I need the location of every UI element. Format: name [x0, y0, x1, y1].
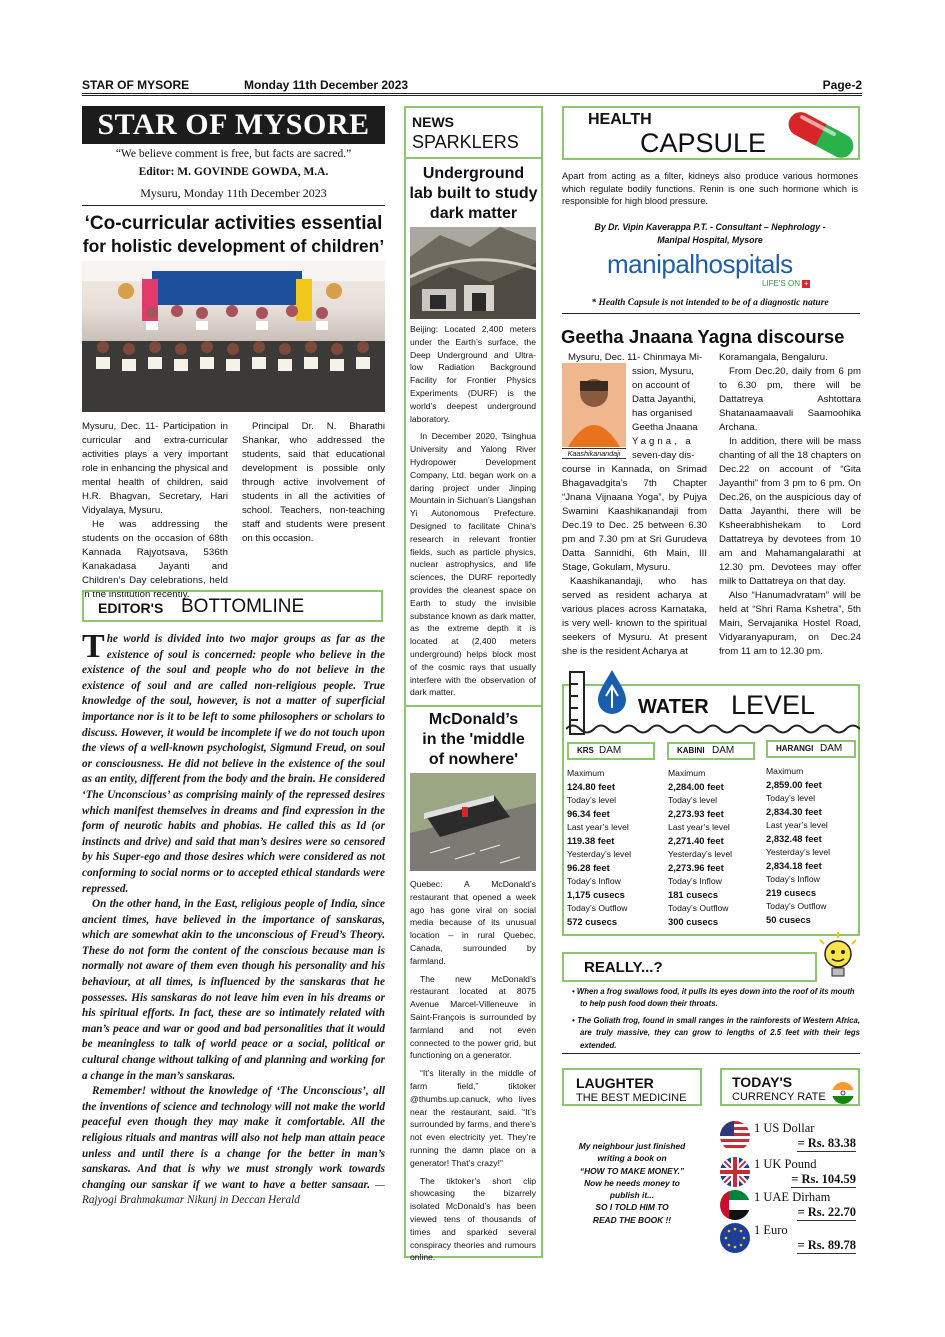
article1-para1: Mysuru, Dec. 11- Participation in curricular and extra-curricular activities plays a very important role in enhancing the physical and mental health of children, said H.R. Bhagvan, Secretary, Hari Vidyalaya, Mysuru.: [82, 421, 228, 516]
kabini-label-yesterday: Yesterday’s level: [668, 849, 733, 859]
joke-line-5: publish it...: [609, 1190, 655, 1201]
kabini-value-lastyear: 2,271.40 feet: [668, 835, 724, 846]
rate-usd-name: 1 US Dollar: [754, 1121, 815, 1135]
krs-label-lastyear: Last year’s level: [567, 822, 629, 832]
harangi-value-yesterday: 2,834.18 feet: [766, 860, 822, 871]
mountain-tunnel-photo-icon: [410, 227, 536, 319]
laughter-header-subtitle: THE BEST MEDICINE: [576, 1092, 687, 1104]
geetha-col2: [719, 351, 861, 659]
krs-label-today: Today’s level: [567, 795, 617, 805]
story2-para2: The new McDonald’s restaurant located at 8075 Avenue Marcel-Villeneuve in Saint-François is surrounded by farmland and not even connected to the power grid, but functioning on a generator.: [410, 973, 536, 1061]
story1-photo: [410, 227, 536, 319]
uk-flag-icon: [720, 1157, 750, 1187]
story1-headline-line1: Underground: [422, 165, 525, 182]
article1-para2: He was addressing the students on the occasion of 68th Kannada Rajyotsava, 536th Kanakadasa Jayanti and Children’s Day celebrations, held in the institution recently.: [82, 519, 228, 600]
editorial-body: [82, 628, 385, 1209]
story2-para1: Quebec: A McDonald’s restaurant that opened a week ago has gone viral on social media because of its unusual location – in rural Quebec, Canada, surrounded by farmland.: [410, 879, 536, 966]
krs-value-yesterday: 96.28 feet: [567, 862, 610, 873]
article1-col1: [82, 420, 228, 602]
story2-para3: “It’s literally in the middle of farm field,” tiktoker @thumbs.up.canuck, who lives near the restaurant, said. “It’s surrounded by farms, and there’s not even electricity yet. They’re running the damn place on a generator! That’s crazy!”: [410, 1068, 536, 1168]
dam-krs-values: [567, 767, 662, 929]
capsule-icon: [780, 110, 862, 160]
uae-flag-icon: [720, 1190, 750, 1220]
joke-line-1: My neighbour just finished: [578, 1141, 686, 1151]
masthead-motto: “We believe comment is free, but facts are sacred.”: [115, 148, 352, 160]
dam-harangi-name: HARANGI: [776, 744, 814, 753]
story1-body: [410, 323, 536, 699]
joke-line-6: SO I TOLD HIM TO: [595, 1202, 669, 1213]
krs-value-inflow: 1,175 cusecs: [567, 889, 625, 900]
really-item-1: • When a frog swallows food, it pulls its eyes down into the roof of its mouth to help push food down their throats.: [572, 987, 855, 1009]
health-byline-line2: Manipal Hospital, Mysore: [657, 234, 763, 245]
article1-headline-line2: for holistic development of children’: [82, 236, 385, 256]
harangi-value-inflow: 219 cusecs: [766, 887, 817, 898]
joke-line-4: Now he needs money to: [584, 1177, 680, 1188]
rate-aed-value: = Rs. 22.70: [797, 1205, 856, 1219]
us-flag-icon: [720, 1121, 750, 1151]
manipal-logo-tagline: [762, 279, 810, 288]
currency-header-subtitle: CURRENCY RATE: [732, 1091, 826, 1103]
laughter-joke: [562, 1140, 702, 1226]
joke-line-3: “HOW TO MAKE MONEY.”: [579, 1165, 685, 1176]
header-rule: [82, 95, 862, 96]
article1-para3: Principal Dr. N. Bharathi Shankar, who addressed the students, said that educational development is possible only through active involvement of students in all the activities of school. Teachers, non-teaching staff and students were present on this occasion.: [242, 421, 385, 544]
geetha-line4: Datta Jayanthi,: [632, 394, 696, 405]
kabini-label-inflow: Today’s Inflow: [668, 876, 722, 886]
health-rule: [562, 313, 860, 314]
story1-headline-line3: dark matter: [429, 205, 518, 222]
editorial-credit: — Rajyogi Brahmakumar Nikunj in Deccan Herald: [82, 1178, 385, 1207]
eu-flag-icon: [720, 1223, 750, 1253]
geetha-photo-caption: Kaashikanandaji: [562, 448, 626, 459]
rate-usd-value: = Rs. 83.38: [797, 1136, 856, 1150]
health-header-title: CAPSULE: [640, 128, 767, 158]
krs-value-outflow: 572 cusecs: [567, 916, 618, 927]
geetha-col2-para1: Koramangala, Bengaluru.: [719, 352, 828, 363]
dam-kabini-suffix: DAM: [712, 745, 735, 756]
geetha-col2-para3: In addition, there will be mass chanting of all the 18 chapters on Dec.22 on account of “Gita Jayanthi” from 3 pm to 6 pm. On Dec.26, on the auspicious day of Datta Jayanthi, there will be Ksheerabhishekam to Lord Dattatreya by devotees from 10 am and Mahamangalarathi at 12.30 pm. Devotees may offer milk to Dattatreya on that day.: [719, 436, 861, 587]
story2-headline-line1: McDonald’s: [428, 711, 519, 728]
editorial-header-label: EDITOR'S: [98, 600, 164, 616]
harangi-label-outflow: Today’s Outflow: [766, 901, 827, 911]
health-text: Apart from acting as a filter, kidneys also produce various hormones which regulate bodily functions. Renin is one such hormone which is responsible for high blood pressure.: [562, 171, 858, 207]
sparklers-header-rule: [404, 157, 543, 159]
editorial-dropcap: T: [82, 628, 105, 665]
story1-para1: Beijing: Located 2,400 meters under the Earth’s surface, the Deep Underground and Ultra-low Radiation Background Facility for Frontier Physics Experiments (DURF) is the world’s deepest underground laboratory.: [410, 324, 536, 424]
krs-label-inflow: Today’s Inflow: [567, 876, 621, 886]
story2-headline: [406, 710, 541, 770]
masthead-title: STAR OF MYSORE: [82, 106, 385, 144]
water-wave-icon: [566, 722, 860, 736]
editorial-para1: he world is divided into two major groups as far as the existence of soul is concerned: people who believe in the existence of the soul and people who do not believe in the existence of soul and are called non-religious people. True knowledge of the soul, however, is not a matter of superficial importance nor is it to be left to some philosophers or scholars to discuss. However, it would be incomplete if we do not touch upon the views of a well-known psychologist, Sigmund Freud, on soul or consciousness. He did not believe in the existence of the soul as an entity, different from the body and the brain. He considered ‘The Unconscious’ as comprising mainly of the repressed desires which manifest themselves in dreams and find expression in the form of neurotic habits and phobias. He called this as Id (or instincts and drive) and said that man’s desires were so censored by his Super-ego and those desires which were considered as not conforming to social norms or to accepted ethical standards were repressed.: [82, 633, 385, 895]
harangi-label-max: Maximum: [766, 766, 804, 776]
harangi-value-outflow: 50 cusecs: [766, 914, 811, 925]
harangi-value-max: 2,859.00 feet: [766, 779, 822, 790]
dam-harangi-header: [766, 740, 856, 758]
article1-photo: [82, 261, 385, 412]
krs-label-max: Maximum: [567, 768, 605, 778]
story1-headline-line2: lab built to study: [409, 185, 538, 202]
really-rule: [562, 1053, 860, 1054]
dam-kabini-values: [668, 767, 763, 929]
plus-icon: +: [803, 279, 809, 288]
harangi-label-yesterday: Yesterday’s level: [766, 847, 831, 857]
sparklers-header-title: SPARKLERS: [412, 132, 519, 152]
kabini-label-outflow: Today’s Outflow: [668, 903, 729, 913]
really-header-label: REALLY...?: [584, 959, 663, 976]
editorial-header-title: BOTTOMLINE: [181, 596, 305, 617]
harangi-label-inflow: Today’s Inflow: [766, 874, 820, 884]
kabini-value-outflow: 300 cusecs: [668, 916, 719, 927]
article1-headline: [82, 212, 385, 258]
geetha-para2: Kaashikanandaji, who has served as resident acharya at various places across Karnataka, is very well- known to the spiritual seekers of Mysuru. At present she is the resident Acharya at: [562, 576, 707, 657]
sparklers-divider: [404, 705, 543, 707]
geetha-headline: Geetha Jnaana Yagna discourse: [561, 326, 845, 347]
india-flag-icon: [832, 1082, 854, 1104]
water-header-title: LEVEL: [731, 690, 816, 720]
krs-value-lastyear: 119.38 feet: [567, 835, 615, 846]
manipal-logo: manipalhospitals: [607, 249, 793, 279]
currency-header-label: TODAY'S: [732, 1074, 793, 1090]
page-header: [82, 76, 862, 94]
masthead-editor: Editor: M. GOVINDE GOWDA, M.A.: [138, 166, 329, 178]
story2-headline-line3: of nowhere': [428, 751, 519, 768]
rate-usd: [720, 1121, 860, 1151]
geetha-line1: Mysuru, Dec. 11- Chinmaya Mi-: [568, 352, 703, 363]
story2-para4: The tiktoker’s short clip showcasing the bizarrely isolated McDonald’s has been viewed tens of thousands of times and sparked several conspiracy theories and rumours online.: [410, 1175, 536, 1263]
manipal-tagline-text: LIFE'S ON: [762, 279, 800, 288]
kabini-value-max: 2,284.00 feet: [668, 781, 724, 792]
krs-value-today: 96.34 feet: [567, 808, 610, 819]
rate-aed-name: 1 UAE Dirham: [754, 1190, 831, 1204]
joke-line-7: READ THE BOOK !!: [592, 1214, 672, 1225]
geetha-para1-rest: course in Kannada, on Srimad Bhagavadgita’s 7th Chapter “Jnana Vijnaana Yoga”, by Pujya Swamini Kaashikanandaji from Dec.19 to Dec. 25 between 6.30 pm and 7.30 pm at Sri Gurudeva Datta Sannidhi, 6th Main, III Stage, Gokulam, Mysuru.: [562, 464, 707, 573]
harangi-value-today: 2,834.30 feet: [766, 806, 822, 817]
health-byline-line1: By Dr. Vipin Kaverappa P.T. - Consultant – Nephrology -: [594, 222, 826, 232]
geetha-col2-para4: Also “Hanumadvratam” will be held at “Shri Rama Kshetra”, 5th Main, Servajanika Hostel Road, Vidyaranyapuram, on Dec.24 from 11 am to 12.30 pm.: [719, 590, 861, 657]
currency-header-box: [720, 1068, 860, 1106]
really-list: [566, 986, 860, 1052]
dam-krs-name: KRS: [577, 746, 594, 755]
masthead-dateline: Mysuru, Monday 11th December 2023: [140, 186, 327, 200]
really-header-box: [562, 952, 817, 982]
story2-body: [410, 878, 536, 1264]
kabini-label-max: Maximum: [668, 768, 706, 778]
health-disclaimer: * Health Capsule is not intended to be of a diagnostic nature: [591, 298, 829, 308]
masthead-rule: [82, 205, 385, 206]
geetha-line2: ssion, Mysuru,: [632, 366, 694, 377]
krs-label-outflow: Today’s Outflow: [567, 903, 628, 913]
laughter-header-label: LAUGHTER: [576, 1075, 654, 1091]
dam-krs-suffix: DAM: [599, 745, 622, 756]
restaurant-aerial-photo-icon: [410, 773, 536, 871]
article1-col2: [242, 420, 385, 546]
story1-para2: In December 2020, Tsinghua University and Yalong River Hydropower Development Company, Ltd. began work on a daring project under Jinping Mountain in Sichuan’s Liangshan Yi Autonomous Prefecture. Designed to facilitate China’s research in relevant frontier fields, such as particle physics, nuclear astrophysics, and life sciences, the DURF reportedly provides the cleanest space on Earth to study the invisible substance known as dark matter, as the extreme depth it is located at (2,400 meters underground) helps block most of the cosmic rays that usually interfere with the observation of dark matter.: [410, 431, 536, 698]
kabini-label-lastyear: Last year’s level: [668, 822, 730, 832]
lightbulb-icon: [814, 932, 862, 982]
krs-value-max: 124.80 feet: [567, 781, 615, 792]
geetha-line5: has organised: [632, 408, 693, 419]
editorial-header-box: [82, 590, 383, 622]
header-page-number: Page-2: [822, 78, 862, 92]
health-byline: [562, 221, 858, 246]
kabini-value-today: 2,273.93 feet: [668, 808, 724, 819]
harangi-label-lastyear: Last year’s level: [766, 820, 828, 830]
dam-harangi-suffix: DAM: [820, 743, 843, 754]
geetha-line3: on account of: [632, 380, 690, 391]
really-item-2-text: The Goliath frog, found in small ranges in the rainforests of Western Africa, are truly massive, they can grow to lengths of 2.5 feet with their legs extended.: [577, 1015, 860, 1050]
story2-headline-line2: in the 'middle: [422, 731, 525, 748]
water-header-label: WATER: [638, 696, 709, 718]
geetha-line8: seven-day dis-: [632, 450, 695, 461]
editorial-para2: On the other hand, in the East, religious people of India, since ancient times, have believed in the importance of sanskaras, which are somewhat akin to the unconscious of Freud’s Theory. These do not form the content of the conscious because man is normally not aware of them even though his personality and his behaviour, at all times, is influenced by the sanskaras that he possesses. His sanskaras do not leave him even in his dreams or his spiritual efforts. In fact, these are so intimately related with man’s peace and war or good and bad personalities that it would be meaningless to talk of world peace or a social, political or cultural change without talking of and planning and working for a change in the man’s sanskaras.: [82, 898, 385, 1082]
joke-line-2: writing a book on: [597, 1153, 667, 1164]
header-paper-name: STAR OF MYSORE: [82, 78, 190, 92]
really-item-1-text: When a frog swallows food, it pulls its eyes down into the roof of its mouth to help push food down their throats.: [576, 987, 855, 1009]
kabini-value-inflow: 181 cusecs: [668, 889, 719, 900]
harangi-label-today: Today’s level: [766, 793, 816, 803]
kabini-label-today: Today’s level: [668, 795, 718, 805]
rate-aed: [720, 1190, 860, 1220]
kabini-value-yesterday: 2,273.96 feet: [668, 862, 724, 873]
header-date: Monday 11th December 2023: [244, 78, 409, 92]
dam-harangi-values: [766, 765, 858, 927]
geetha-col1: [562, 351, 707, 659]
really-item-2: • The Goliath frog, found in small ranges in the rainforests of Western Africa, are truly massive, they can grow to lengths of 2.5 feet with their legs extended.: [572, 1015, 860, 1050]
harangi-value-lastyear: 2,832.48 feet: [766, 833, 822, 844]
health-header-label: HEALTH: [588, 111, 652, 128]
story2-photo: [410, 773, 536, 871]
rate-eur-name: 1 Euro: [754, 1223, 788, 1237]
geetha-line7: Yagna, a: [632, 436, 694, 447]
dam-kabini-header: [667, 742, 755, 760]
geetha-line6: Geetha Jnaana: [632, 422, 698, 433]
sparklers-header-label: NEWS: [412, 114, 454, 130]
geetha-col2-para2: From Dec.20, daily from 6 pm to 6.30 pm, there will be Dattatreya Ashtottara Shatanaamaavali Saamoohika Archana.: [719, 366, 861, 433]
rate-eur-value: = Rs. 89.78: [797, 1238, 856, 1252]
laughter-header-box: [562, 1068, 702, 1106]
rate-gbp-value: = Rs. 104.59: [791, 1172, 856, 1186]
students-group-photo-icon: [82, 261, 385, 412]
article1-headline-line1: ‘Co-curricular activities essential: [84, 213, 383, 234]
story1-headline: [406, 164, 541, 224]
rate-eur: [720, 1223, 860, 1253]
rate-gbp: [720, 1157, 860, 1187]
dam-krs-header: [567, 742, 655, 760]
dam-kabini-name: KABINI: [677, 746, 705, 755]
krs-label-yesterday: Yesterday’s level: [567, 849, 632, 859]
rate-gbp-name: 1 UK Pound: [754, 1157, 817, 1171]
editorial-para3: Remember! without the knowledge of ‘The Unconscious’, all the inventions of science and technology will not make the world peaceful even though they may make it comfortable. All the religious rituals and mantras will also not help man attain peace unless and until there is a change for the better in man’s sanskaras. And that is why we must strongly work towards changing our sanskar if we want to have a better sansaar.: [82, 1085, 385, 1191]
